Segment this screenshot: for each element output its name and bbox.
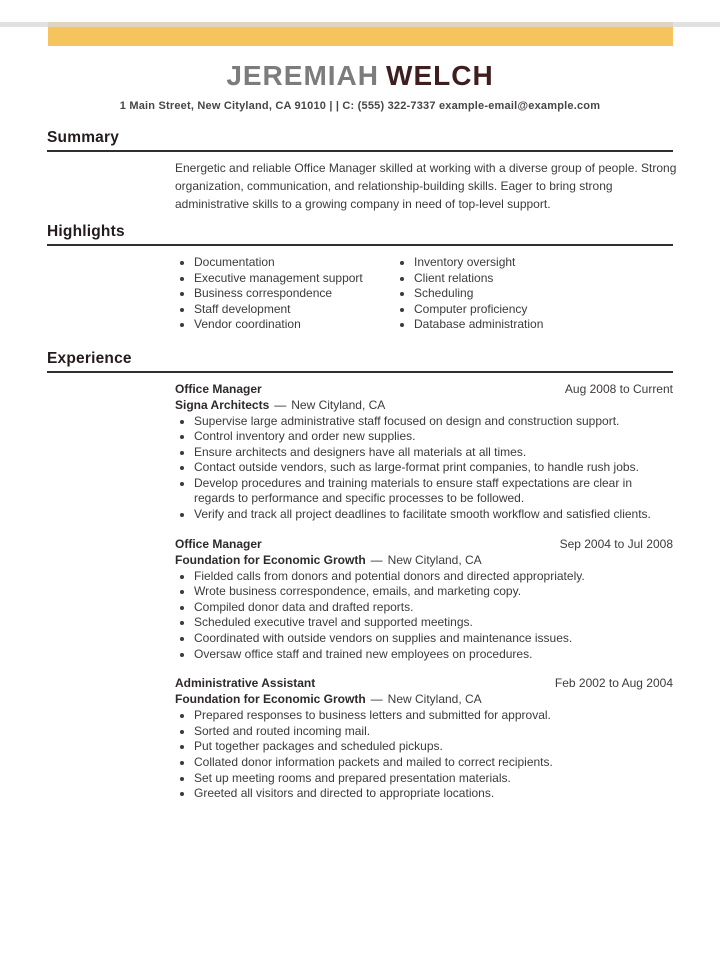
job-bullet: • Put together packages and scheduled pickups.	[194, 739, 675, 755]
job-dates: Feb 2002 to Aug 2004	[554, 676, 673, 691]
section-experience	[47, 350, 673, 802]
job-location: New Cityland, CA	[387, 552, 482, 567]
highlights-column-2	[395, 255, 543, 333]
highlight-item: • Database administration	[414, 317, 543, 333]
highlights-columns	[175, 255, 673, 333]
highlight-item: • Scheduling	[414, 286, 543, 302]
section-highlights	[47, 223, 673, 333]
job-bullet: • Contact outside vendors, such as large-format print companies, to handle rush jobs.	[194, 460, 675, 476]
job-bullet: • Supervise large administrative staff focused on design and construction support.	[194, 414, 675, 430]
job-entry	[175, 675, 673, 802]
highlight-item: • Business correspondence	[194, 286, 395, 302]
job-bullet: • Develop procedures and training materials to ensure staff expectations are clear in regards to performance and specific processes to be followed.	[194, 476, 675, 507]
company-location-separator: —	[370, 552, 383, 567]
highlight-item: • Executive management support	[194, 271, 395, 287]
job-header	[175, 536, 673, 552]
job-header	[175, 381, 673, 397]
last-name: WELCH	[386, 60, 494, 91]
job-entry	[175, 381, 673, 523]
job-bullet: • Set up meeting rooms and prepared presentation materials.	[194, 771, 675, 787]
job-bullet: • Compiled donor data and drafted reports.	[194, 600, 675, 616]
job-location: New Cityland, CA	[387, 692, 482, 707]
summary-text: Energetic and reliable Office Manager skilled at working with a diverse group of people. Strong organization, communication, and relationship-building skills. Eager to bring strong administrative skills to a growing company in need of top-level support.	[175, 161, 677, 211]
job-company: Foundation for Economic Growth	[175, 552, 366, 567]
job-bullet: • Oversaw office staff and trained new employees on procedures.	[194, 647, 675, 663]
resume-content	[0, 22, 720, 802]
highlight-item: • Documentation	[194, 255, 395, 271]
job-company-line	[175, 397, 673, 413]
job-bullet: • Sorted and routed incoming mail.	[194, 724, 675, 740]
job-bullet: • Verify and track all project deadlines to facilitate smooth workflow and satisfied clients.	[194, 507, 675, 523]
summary-heading: Summary	[47, 129, 673, 152]
job-company-line	[175, 691, 673, 707]
job-title: Office Manager	[175, 536, 262, 551]
resume-page	[0, 22, 720, 954]
company-location-separator: —	[370, 692, 383, 707]
job-bullet-list	[175, 708, 675, 802]
job-company: Signa Architects	[175, 397, 270, 412]
job-bullet: • Greeted all visitors and directed to appropriate locations.	[194, 786, 675, 802]
job-location: New Cityland, CA	[291, 397, 386, 412]
job-bullet: • Prepared responses to business letters and submitted for approval.	[194, 708, 675, 724]
first-name: JEREMIAH	[226, 60, 380, 91]
job-title: Administrative Assistant	[175, 676, 316, 691]
job-bullet: • Ensure architects and designers have all materials at all times.	[194, 445, 675, 461]
contact-line: 1 Main Street, New Cityland, CA 91010 | | C: (555) 322-7337 example-email@example.com	[119, 100, 601, 112]
scan-edge	[0, 22, 720, 27]
job-bullet: • Collated donor information packets and mailed to correct recipients.	[194, 755, 675, 771]
highlights-column-1	[175, 255, 395, 333]
section-summary	[47, 129, 677, 213]
job-dates: Aug 2008 to Current	[564, 381, 673, 396]
highlights-heading: Highlights	[47, 223, 673, 246]
job-bullet: • Fielded calls from donors and potential donors and directed appropriately.	[194, 569, 675, 585]
job-entry	[175, 536, 673, 663]
job-bullet: • Control inventory and order new supplies.	[194, 429, 675, 445]
job-bullet: • Wrote business correspondence, emails, and marketing copy.	[194, 584, 675, 600]
candidate-name	[47, 59, 673, 93]
job-header	[175, 675, 673, 691]
job-bullet: • Scheduled executive travel and supported meetings.	[194, 615, 675, 631]
highlight-item: • Client relations	[414, 271, 543, 287]
job-title: Office Manager	[175, 381, 262, 396]
highlight-item: • Staff development	[194, 302, 395, 318]
highlight-item: • Inventory oversight	[414, 255, 543, 271]
highlight-item: • Vendor coordination	[194, 317, 395, 333]
job-company-line	[175, 552, 673, 568]
job-bullet-list	[175, 569, 675, 663]
job-bullet-list	[175, 414, 675, 523]
job-bullet: • Coordinated with outside vendors on supplies and maintenance issues.	[194, 631, 675, 647]
experience-heading: Experience	[47, 350, 673, 373]
company-location-separator: —	[274, 397, 287, 412]
job-dates: Sep 2004 to Jul 2008	[559, 536, 673, 551]
highlight-item: • Computer proficiency	[414, 302, 543, 318]
job-company: Foundation for Economic Growth	[175, 692, 366, 707]
